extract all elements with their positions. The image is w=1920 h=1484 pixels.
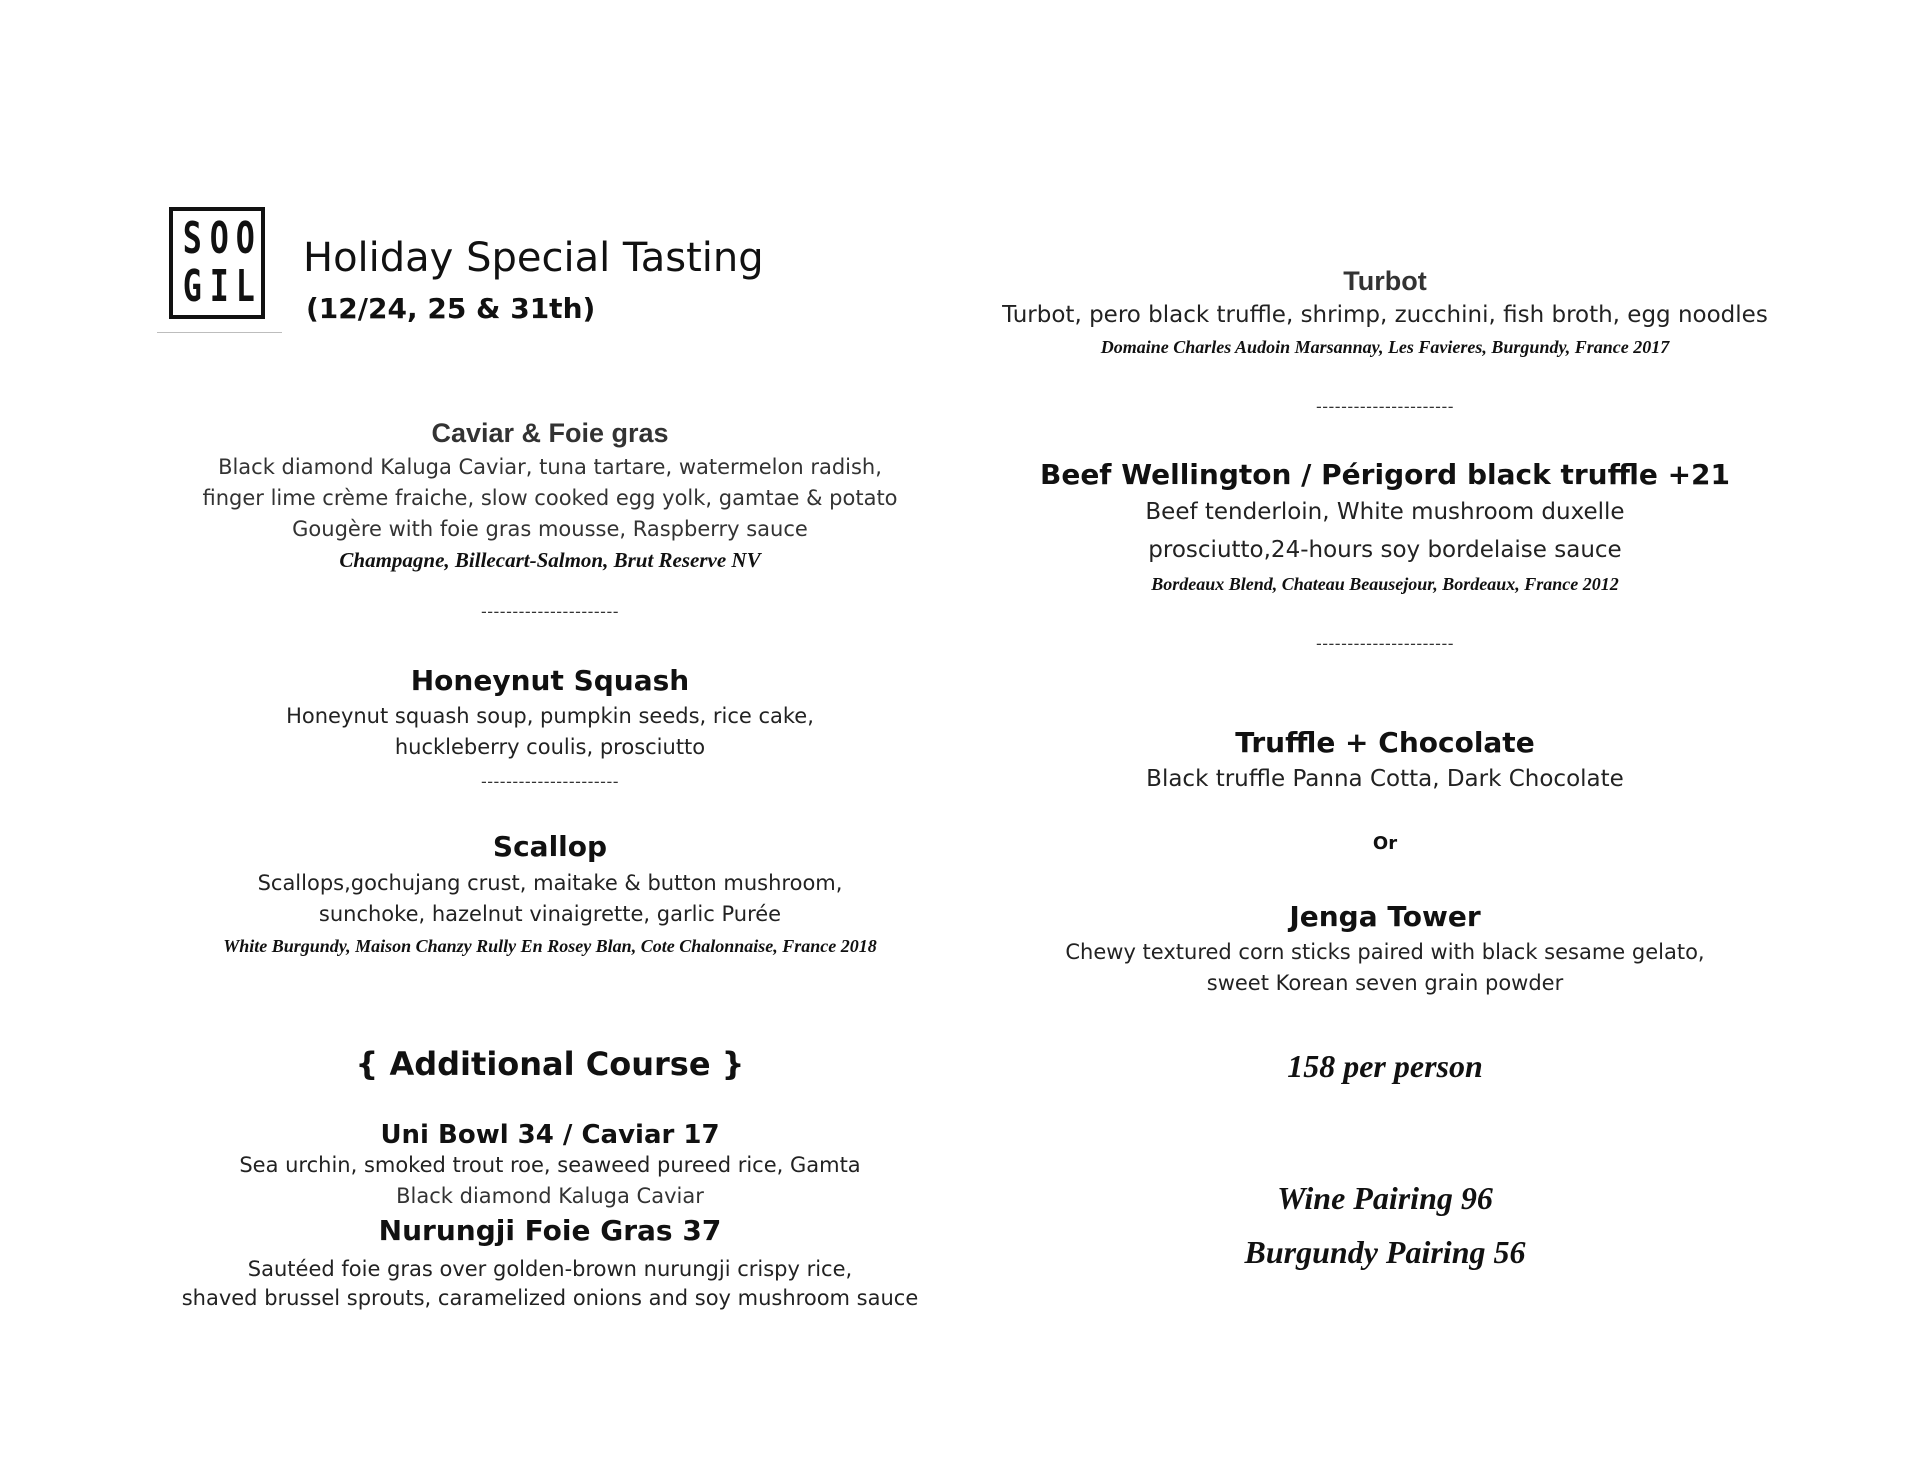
section-separator: ---------------------- bbox=[480, 602, 619, 621]
additional-course-title: { Additional Course } bbox=[355, 1045, 745, 1083]
section-separator: ---------------------- bbox=[1315, 397, 1454, 416]
logo-letter: G bbox=[182, 261, 202, 312]
dish-desc-line: Turbot, pero black truffle, shrimp, zucchini, fish broth, egg noodles bbox=[1002, 302, 1768, 328]
wine-pairing-note: Champagne, Billecart-Salmon, Brut Reserve NV bbox=[339, 548, 761, 572]
logo-letter: O bbox=[235, 213, 255, 264]
dish-desc-line: finger lime crème fraiche, slow cooked egg yolk, gamtae & potato bbox=[202, 486, 898, 510]
dish-name-nurungji: Nurungji Foie Gras 37 bbox=[378, 1214, 722, 1247]
dish-desc-line: Black diamond Kaluga Caviar bbox=[396, 1184, 704, 1208]
dish-name-caviar: Caviar & Foie gras bbox=[431, 418, 669, 448]
burgundy-pairing-price: Burgundy Pairing 56 bbox=[1244, 1234, 1526, 1270]
section-separator: ---------------------- bbox=[1315, 634, 1454, 653]
dish-name-squash: Honeynut Squash bbox=[410, 664, 690, 697]
dish-desc-line: Black truffle Panna Cotta, Dark Chocolate bbox=[1146, 766, 1624, 792]
logo-letter: O bbox=[209, 213, 229, 264]
logo-letter: I bbox=[209, 261, 229, 312]
dish-name-beef-wellington: Beef Wellington / Périgord black truffle +21 bbox=[1039, 458, 1731, 491]
dish-desc-line: Gougère with foie gras mousse, Raspberry sauce bbox=[292, 517, 808, 541]
dish-name-jenga-tower: Jenga Tower bbox=[1289, 900, 1481, 933]
dish-name-scallop: Scallop bbox=[492, 830, 608, 863]
dish-desc-line: Honeynut squash soup, pumpkin seeds, rice cake, bbox=[286, 704, 814, 728]
menu-dates: (12/24, 25 & 31th) bbox=[306, 292, 596, 325]
dish-desc-line: sunchoke, hazelnut vinaigrette, garlic Purée bbox=[318, 902, 782, 926]
or-divider: Or bbox=[1372, 833, 1398, 854]
dish-desc-line: Sea urchin, smoked trout roe, seaweed pureed rice, Gamta bbox=[239, 1153, 861, 1177]
dish-desc-line: sweet Korean seven grain powder bbox=[1206, 971, 1564, 995]
dish-desc-line: Beef tenderloin, White mushroom duxelle bbox=[1145, 499, 1625, 525]
menu-title: Holiday Special Tasting bbox=[303, 235, 764, 281]
wine-pairing-note: White Burgundy, Maison Chanzy Rully En Rosey Blan, Cote Chalonnaise, France 2018 bbox=[223, 936, 877, 956]
logo-letter: S bbox=[182, 213, 202, 264]
logo-letter: L bbox=[235, 261, 255, 312]
dish-desc-line: prosciutto,24-hours soy bordelaise sauce bbox=[1148, 537, 1622, 563]
wine-pairing-note: Domaine Charles Audoin Marsannay, Les Favieres, Burgundy, France 2017 bbox=[1100, 337, 1670, 357]
wine-pairing-price: Wine Pairing 96 bbox=[1277, 1180, 1493, 1216]
dish-desc-line: shaved brussel sprouts, caramelized onions and soy mushroom sauce bbox=[181, 1286, 919, 1310]
section-separator: ---------------------- bbox=[480, 772, 619, 791]
dish-desc-line: Sautéed foie gras over golden-brown nurungji crispy rice, bbox=[247, 1257, 853, 1281]
logo-underline bbox=[157, 332, 282, 333]
dish-name-truffle-chocolate: Truffle + Chocolate bbox=[1235, 726, 1535, 759]
dish-name-turbot: Turbot bbox=[1343, 266, 1427, 296]
dish-desc-line: huckleberry coulis, prosciutto bbox=[394, 735, 706, 759]
dish-desc-line: Black diamond Kaluga Caviar, tuna tartare, watermelon radish, bbox=[218, 455, 882, 479]
price-per-person: 158 per person bbox=[1287, 1048, 1483, 1084]
soogil-logo bbox=[169, 207, 265, 319]
dish-name-uni-bowl: Uni Bowl 34 / Caviar 17 bbox=[380, 1120, 720, 1150]
dish-desc-line: Chewy textured corn sticks paired with black sesame gelato, bbox=[1065, 940, 1705, 964]
wine-pairing-note: Bordeaux Blend, Chateau Beausejour, Bordeaux, France 2012 bbox=[1151, 574, 1619, 594]
dish-desc-line: Scallops,gochujang crust, maitake & button mushroom, bbox=[257, 871, 843, 895]
